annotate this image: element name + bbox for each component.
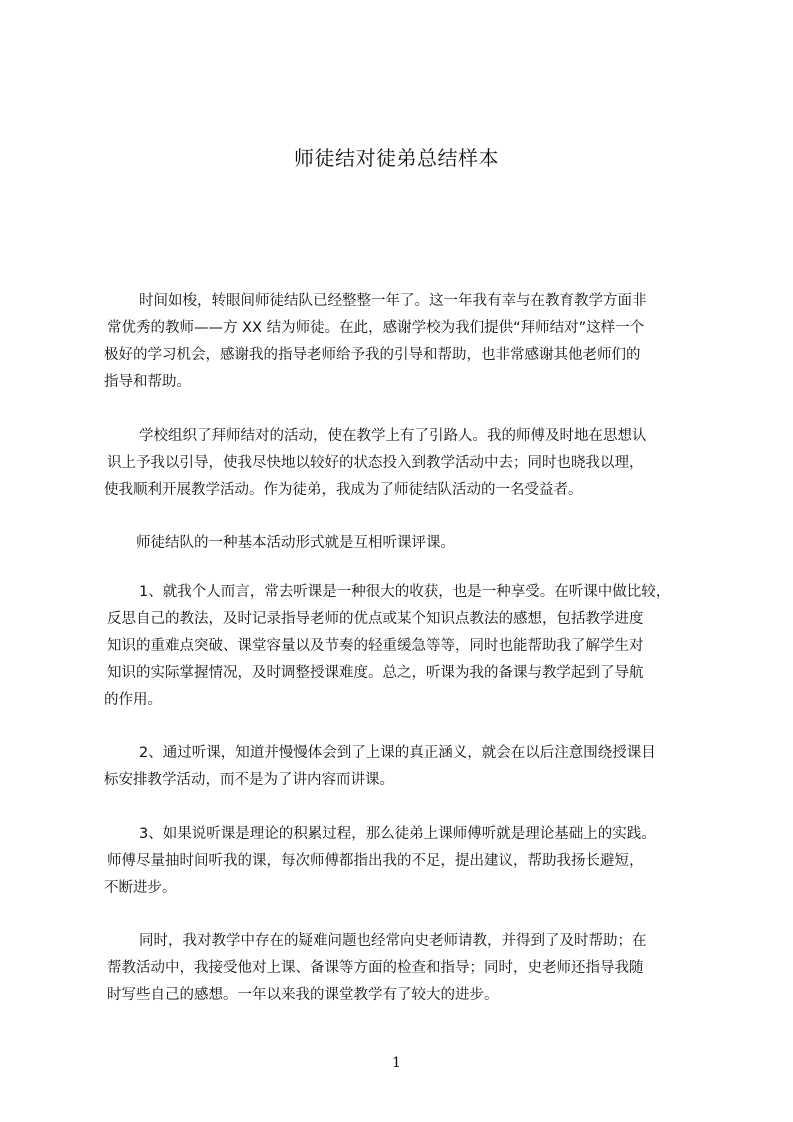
paragraph-line: 2、通过听课，知道并慢慢体会到了上课的真正涵义，就会在以后注意围绕授课目 — [139, 745, 656, 761]
paragraph-line: 3、如果说听课是理论的积累过程，那么徒弟上课师傅听就是理论基础上的实践。 — [139, 826, 656, 842]
page-number: 1 — [392, 1055, 401, 1071]
paragraph-line: 极好的学习机会，感谢我的指导老师给予我的引导和帮助，也非常感谢其他老师们的 — [104, 347, 641, 363]
paragraph-line: 常优秀的教师——方 XX 结为师徒。在此，感谢学校为我们提供“拜师结对”这样一个 — [107, 320, 645, 336]
paragraph-line: 指导和帮助。 — [104, 374, 191, 390]
paragraph-line: 学校组织了拜师结对的活动，使在教学上有了引路人。我的师傅及时地在思想认 — [139, 428, 647, 444]
paragraph-line: 不断进步。 — [104, 880, 177, 896]
paragraph-line: 师傅尽量抽时间听我的课，每次师傅都指出我的不足，提出建议，帮助我扬长避短， — [107, 853, 644, 869]
paragraph-line: 识上予我以引导，使我尽快地以较好的状态投入到教学活动中去；同时也晓我以理， — [107, 455, 644, 471]
paragraph-line: 同时，我对教学中存在的疑难问题也经常向史老师请教，并得到了及时帮助；在 — [139, 933, 647, 949]
paragraph-line: 1、就我个人而言，常去听课是一种很大的收获，也是一种享受。在听课中做比较， — [139, 584, 671, 600]
paragraph-line: 师徒结队的一种基本活动形式就是互相听课评课。 — [136, 535, 455, 551]
paragraph-line: 使我顺利开展教学活动。作为徒弟，我成为了师徒结队活动的一名受益者。 — [104, 482, 583, 498]
paragraph-line: 知识的重难点突破、课堂容量以及节奏的轻重缓急等等，同时也能帮助我了解学生对 — [107, 638, 644, 654]
paragraph-line: 的作用。 — [104, 692, 162, 708]
paragraph-line: 标安排教学活动，而不是为了讲内容而讲课。 — [104, 772, 394, 788]
paragraph-line: 帮教活动中，我接受他对上课、备课等方面的检查和指导；同时，史老师还指导我随 — [107, 960, 644, 976]
document-title: 师徒结对徒弟总结样本 — [294, 146, 499, 170]
paragraph-line: 反思自己的教法，及时记录指导老师的优点或某个知识点教法的感想，包括教学进度 — [107, 611, 644, 627]
paragraph-line: 时间如梭，转眼间师徒结队已经整整一年了。这一年我有幸与在教育教学方面非 — [139, 293, 647, 309]
paragraph-line: 知识的实际掌握情况，及时调整授课难度。总之，听课为我的备课与教学起到了导航 — [107, 665, 644, 681]
paragraph-line: 时写些自己的感想。一年以来我的课堂教学有了较大的进步。 — [107, 987, 499, 1003]
